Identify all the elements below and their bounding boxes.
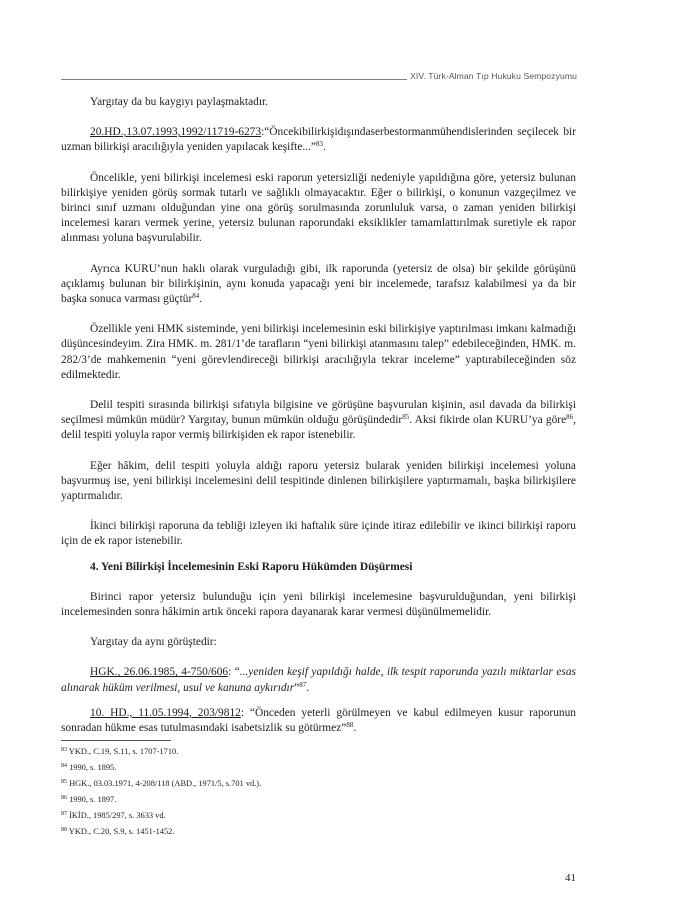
paragraph-text: Ayrıca KURU’nun haklı olarak vurguladığı gibi, ilk raporunda (yetersiz de olsa) bir şekilde görüşünü açıklamış bulunan bir bilirkişinin, aynı konuda yapacağı yeni bir incelemede, tarafsız kalabilmesi ya da bir başka sonuca varması güçtür <box>61 262 576 306</box>
footnote-marker: 86 <box>566 413 574 422</box>
court-reference: 10. HD., 11.05.1994, 203/9812 <box>90 706 241 719</box>
page-number: 41 <box>565 872 576 884</box>
paragraph-8: İkinci bilirkişi raporuna da tebliği izleyen iki haftalık süre içinde itiraz edilebilir ve ikinci bilirkişi raporu için de ek rapor istenebilir. <box>61 520 576 548</box>
paragraph-6 <box>61 398 576 444</box>
court-reference: HGK., 26.06.1985, 4-750/606 <box>90 666 229 679</box>
footnote-text: YKD., C.19, S.11, s. 1707-1710. <box>68 747 179 757</box>
footnote-item <box>61 760 576 776</box>
footnote-item <box>61 776 576 792</box>
footnote-marker: 88 <box>346 721 354 730</box>
paragraph-1: Yargıtay da bu kaygıyı paylaşmaktadır. <box>90 96 269 108</box>
punctuation: ” <box>294 681 300 694</box>
footnote-number: 83 <box>61 747 67 754</box>
paragraph-10: Yargıtay da aynı görüştedir: <box>90 636 217 649</box>
header-title: XIV. Türk-Alman Tıp Hukuku Sempozyumu <box>407 71 577 81</box>
paragraph-12 <box>61 706 576 736</box>
footnote-number: 88 <box>61 827 67 834</box>
footnote-marker: 87 <box>299 680 307 689</box>
paragraph-9: Birinci rapor yetersiz bulunduğu için yeni bilirkişi incelemesine başvurulduğundan, yeni bilirkişi incelemesinden sonra hâkimin artık önceki rapora dayanarak karar vermesi düşünülmemelidir. <box>61 590 576 619</box>
quote-text: :“Öncekibilirkişidışındaserbestormanmühendislerinden seçilecek bir uzman bilirkişi aracılığıyla yeniden yapılacak keşifte...” <box>61 126 576 154</box>
footnote-text: HGK., 03.03.1971, 4-208/118 (ABD., 1971/5, s.701 vd.). <box>69 779 262 789</box>
paragraph-text: Delil tespiti sırasında bilirkişi sıfatıyla bilgisine ve görüşüne başvurulan kişinin, asıl davada da bilirkişi seçilmesi mümkün müdür? Yargıtay, bunun mümkün olduğu görüşündedir <box>61 399 576 427</box>
punctuation: . <box>199 293 203 306</box>
footnote-number: 86 <box>61 795 67 802</box>
footnote-text: İKİD., 1985/297, s. 3633 vd. <box>69 811 166 821</box>
paragraph-5: Özellikle yeni HMK sisteminde, yeni bilirkişi incelemesinin eski bilirkişiye yaptırılması imkanı kalmadığı düşüncesindeyim. Zira HMK. m. 281/1’de tarafların “yeni bilirkişi atanmasını talep” edebileceğinden, HMK. m. 282/3’de mahkemenin “yeni görevlendireceği bilirkişi aracılığıyla tekrar inceleme” yaptırabileceğinden söz edilmektedir. <box>61 323 576 381</box>
paragraph-text: . Aksi fikirde olan KURU’ya göre <box>409 414 567 427</box>
paragraph-3: Öncelikle, yeni bilirkişi incelemesi eski raporun yetersizliği nedeniyle yapıldığına göre, yetersiz bulunan bilirkişiye yeniden görüş sormak tutarlı ve sağlıklı olmayacaktır. Eğer o bilirkişi, o konunun vazgeçilmez ve birinci sınıf uzmanı olduğundan yine ona görüş sorulmasında zorunluluk varsa, o zaman yeniden bilirkişi incelemesi kararı vermek yerine, yetersiz bulunan raporundaki eksiklikler tamamlattırılmak suretiyle ek rapor alınması yoluna başvurulabilir. <box>61 171 576 245</box>
paragraph-7: Eğer hâkim, delil tespiti yoluyla aldığı raporu yetersiz bularak yeniden bilirkişi incelemesi yoluna başvurmuş ise, yeni bilirkişi incelemesini delil tespitinde dinlenen bilirkişilere yaptırmamalı, başka bilirkişilere yaptırmalıdır. <box>61 459 576 503</box>
punctuation: . <box>322 141 326 154</box>
page-body <box>61 95 576 840</box>
footnote-item <box>61 744 576 760</box>
footnotes <box>61 744 576 840</box>
footnote-item <box>61 824 576 840</box>
paragraph-text: , delil tespiti yoluyla rapor vermiş bilirkişiden ek rapor istenebilir. <box>61 414 576 442</box>
footnote-text: YKD., C.20, S.9, s. 1451-1452. <box>68 827 175 837</box>
punctuation: . <box>353 722 357 735</box>
running-header <box>61 71 577 85</box>
court-reference: 20.HD.,13.07.1993,1992/11719-6273 <box>90 126 262 139</box>
paragraph-4 <box>61 262 576 308</box>
punctuation: : “ <box>228 666 240 679</box>
footnote-number: 84 <box>61 763 67 770</box>
footnote-separator <box>61 740 171 741</box>
footnote-item <box>61 792 576 808</box>
footnote-marker: 85 <box>402 413 410 422</box>
footnote-text: 1990, s. 1897. <box>69 795 117 805</box>
footnote-marker: 84 <box>192 292 200 301</box>
footnote-item <box>61 808 576 824</box>
footnote-text: 1990, s. 1895. <box>69 763 117 773</box>
footnote-number: 85 <box>61 779 67 786</box>
quote-text: : “Önceden yeterli görülmeyen ve kabul edilmeyen kusur raporunun sonradan hükme esas tutulmasındaki isabetsizlik su götürmez” <box>61 706 576 735</box>
section-heading: 4. Yeni Bilirkişi İncelemesinin Eski Raporu Hükümden Düşürmesi <box>90 560 413 573</box>
paragraph-11 <box>61 665 576 695</box>
quote-text: ...yeniden keşif yapıldığı halde, ilk tespit raporunda yazılı miktarlar esas alınarak hüküm verilmesi, usul ve kanuna aykırıdır <box>61 666 576 694</box>
punctuation: . <box>306 681 310 694</box>
footnote-number: 87 <box>61 811 67 818</box>
footnote-marker: 83 <box>315 140 323 149</box>
paragraph-2 <box>61 125 576 155</box>
